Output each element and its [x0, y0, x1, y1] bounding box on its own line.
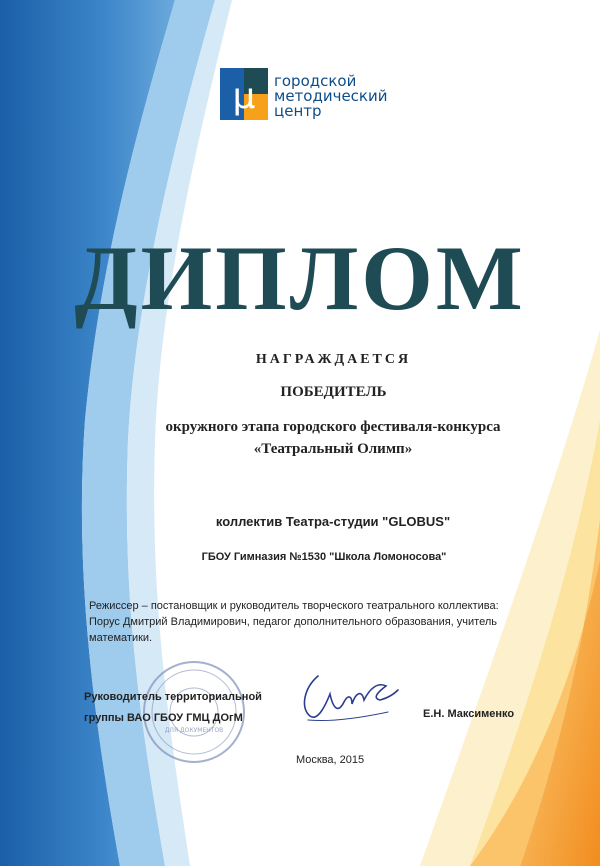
logo-line-2: методический: [274, 87, 388, 105]
signature-icon: [300, 668, 400, 728]
city-year: Москва, 2015: [296, 754, 365, 766]
team-name: коллектив Театра-студии "GLOBUS": [215, 514, 451, 529]
logo-text: [274, 74, 424, 119]
director-line-2: Порус Дмитрий Владимирович, педагог дополнительного образования, учитель: [89, 616, 497, 628]
logo-line-3: центр: [274, 102, 322, 120]
director-line-1: Режиссер – постановщик и руководитель творческого театрального коллектива:: [89, 600, 499, 612]
diploma-title: ДИПЛОМ: [74, 227, 526, 329]
signatory-role-line-2: группы ВАО ГБОУ ГМЦ ДОгМ: [84, 712, 243, 724]
school-name: ГБОУ Гимназия №1530 "Школа Ломоносова": [201, 551, 447, 563]
winner-heading: ПОБЕДИТЕЛЬ: [280, 384, 387, 400]
logo: [220, 68, 420, 124]
contest-stage: окружного этапа городского фестиваля-конкурса: [165, 419, 501, 435]
signatory-role: [84, 687, 284, 729]
director-info: [89, 598, 539, 646]
contest-name: «Театральный Олимп»: [253, 441, 413, 457]
awarded-heading: НАГРАЖДАЕТСЯ: [255, 352, 412, 367]
director-line-3: математики.: [89, 632, 153, 644]
logo-mark-icon: [220, 68, 268, 120]
signatory-role-line-1: Руководитель территориальной: [84, 691, 262, 703]
svg-text:ДЛЯ ДОКУМЕНТОВ: ДЛЯ ДОКУМЕНТОВ: [164, 727, 224, 734]
signatory-name: Е.Н. Максименко: [423, 708, 515, 720]
logo-line-1: городской: [274, 72, 357, 90]
svg-text:μ: μ: [232, 76, 256, 117]
